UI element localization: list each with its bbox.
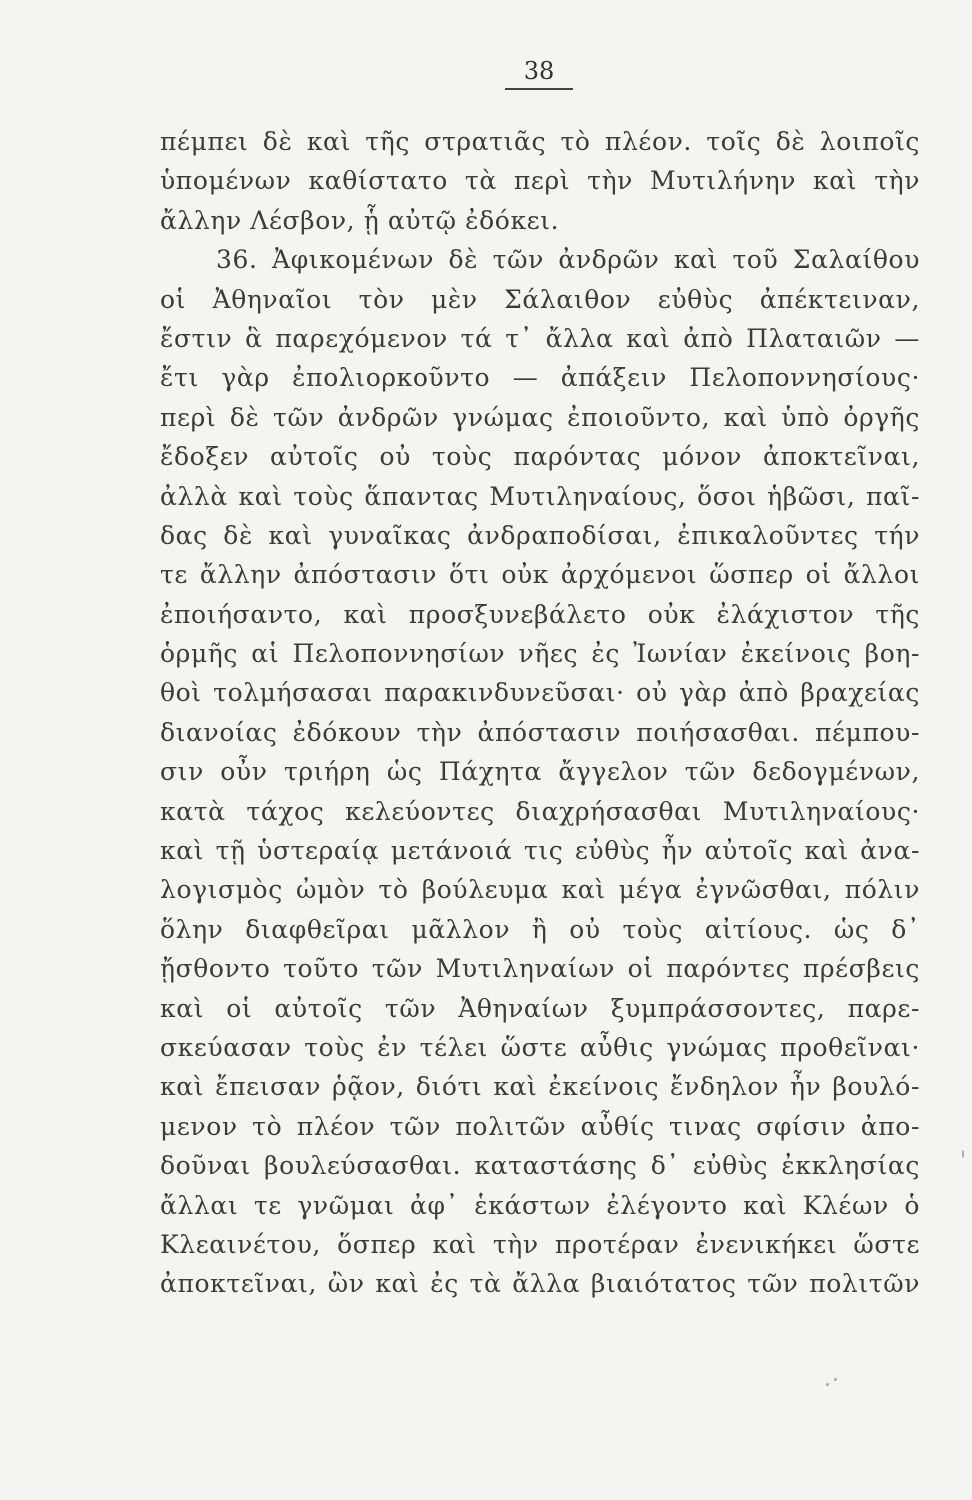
paper-speck xyxy=(834,1378,837,1381)
chapter-36-first-line: 36. Ἀφικομένων δὲ τῶν ἀνδρῶν καὶ τοῦ Σαλαίθου xyxy=(216,245,920,275)
text-line: ἄλλαι τε γνῶμαι ἀφ᾽ ἑκάστων ἐλέγοντο καὶ Κλέων ὁ xyxy=(160,1190,920,1220)
text-line: κατὰ τάχος κελεύοντες διαχρήσασθαι Μυτιληναίους· xyxy=(160,796,920,826)
text-line: ἐποιήσαντο, καὶ προσξυνεβάλετο οὐκ ἐλάχιστον τῆς xyxy=(160,599,920,629)
text-line: καὶ οἱ αὐτοῖς τῶν Ἀθηναίων ξυμπράσσοντες, παρε- xyxy=(160,993,920,1023)
text-line: ἄλλην Λέσβον, ᾗ αὐτῷ ἐδόκει. xyxy=(160,205,560,235)
text-line: θοὶ τολμήσασαι παρακινδυνεῦσαι· οὐ γὰρ ἀπὸ βραχείας xyxy=(160,678,920,708)
text-line: ὁρμῆς αἱ Πελοποννησίων νῆες ἐς Ἰωνίαν ἐκείνοις βοη- xyxy=(160,639,920,669)
text-line: δας δὲ καὶ γυναῖκας ἀνδραποδίσαι, ἐπικαλοῦντες τήν xyxy=(160,520,920,550)
paper-speck xyxy=(962,1150,964,1158)
text-line: οἱ Ἀθηναῖοι τὸν μὲν Σάλαιθον εὐθὺς ἀπέκτειναν, xyxy=(160,284,920,314)
text-line: σκεύασαν τοὺς ἐν τέλει ὥστε αὖθις γνώμας προθεῖναι· xyxy=(160,1032,920,1062)
text-line: λογισμὸς ὠμὸν τὸ βούλευμα καὶ μέγα ἐγνῶσθαι, πόλιν xyxy=(160,875,920,905)
text-line: μενον τὸ πλέον τῶν πολιτῶν αὖθίς τινας σφίσιν ἀπο- xyxy=(160,1111,920,1141)
text-line: ἔδοξεν αὐτοῖς οὐ τοὺς παρόντας μόνον ἀποκτεῖναι, xyxy=(160,442,920,472)
page-number: 38 xyxy=(505,56,573,90)
text-line: ἔστιν ἃ παρεχόμενον τά τ᾽ ἄλλα καὶ ἀπὸ Πλαταιῶν — xyxy=(160,323,920,353)
text-line: πέμπει δὲ καὶ τῆς στρατιᾶς τὸ πλέον. τοῖς δὲ λοιποῖς xyxy=(160,127,920,156)
text-line: Κλεαινέτου, ὅσπερ καὶ τὴν προτέραν ἐνενικήκει ὥστε xyxy=(160,1229,920,1259)
text-line: διανοίας ἐδόκουν τὴν ἀπόστασιν ποιήσασθαι. πέμπου- xyxy=(160,717,920,747)
text-line: ὅλην διαφθεῖραι μᾶλλον ἢ οὐ τοὺς αἰτίους. ὡς δ᾽ xyxy=(160,914,920,944)
text-line: ἀλλὰ καὶ τοὺς ἅπαντας Μυτιληναίους, ὅσοι ἡβῶσι, παῖ- xyxy=(160,481,920,511)
text-line: σιν οὖν τριήρη ὡς Πάχητα ἄγγελον τῶν δεδογμένων, xyxy=(160,757,920,787)
greek-text-block xyxy=(160,122,920,1304)
text-line: καὶ τῇ ὑστεραίᾳ μετάνοιά τις εὐθὺς ἦν αὐτοῖς καὶ ἀνα- xyxy=(160,836,920,866)
text-line: τε ἄλλην ἀπόστασιν ὅτι οὐκ ἀρχόμενοι ὥσπερ οἱ ἄλλοι xyxy=(160,560,920,590)
text-line: ἔτι γὰρ ἐπολιορκοῦντο — ἀπάξειν Πελοποννησίους· xyxy=(160,363,920,393)
text-line: ὑπομένων καθίστατο τὰ περὶ τὴν Μυτιλήνην καὶ τὴν xyxy=(160,166,920,196)
text-line: περὶ δὲ τῶν ἀνδρῶν γνώμας ἐποιοῦντο, καὶ ὑπὸ ὀργῆς xyxy=(160,402,920,432)
text-line: καὶ ἔπεισαν ῥᾷον, διότι καὶ ἐκείνοις ἔνδηλον ἦν βουλό- xyxy=(160,1072,920,1102)
text-line: δοῦναι βουλεύσασθαι. καταστάσης δ᾽ εὐθὺς ἐκκλησίας xyxy=(160,1151,920,1181)
text-line: ἀποκτεῖναι, ὢν καὶ ἐς τὰ ἄλλα βιαιότατος τῶν πολιτῶν xyxy=(160,1269,920,1299)
paper-speck xyxy=(826,1383,829,1386)
text-line: ᾔσθοντο τοῦτο τῶν Μυτιληναίων οἱ παρόντες πρέσβεις xyxy=(160,954,920,984)
